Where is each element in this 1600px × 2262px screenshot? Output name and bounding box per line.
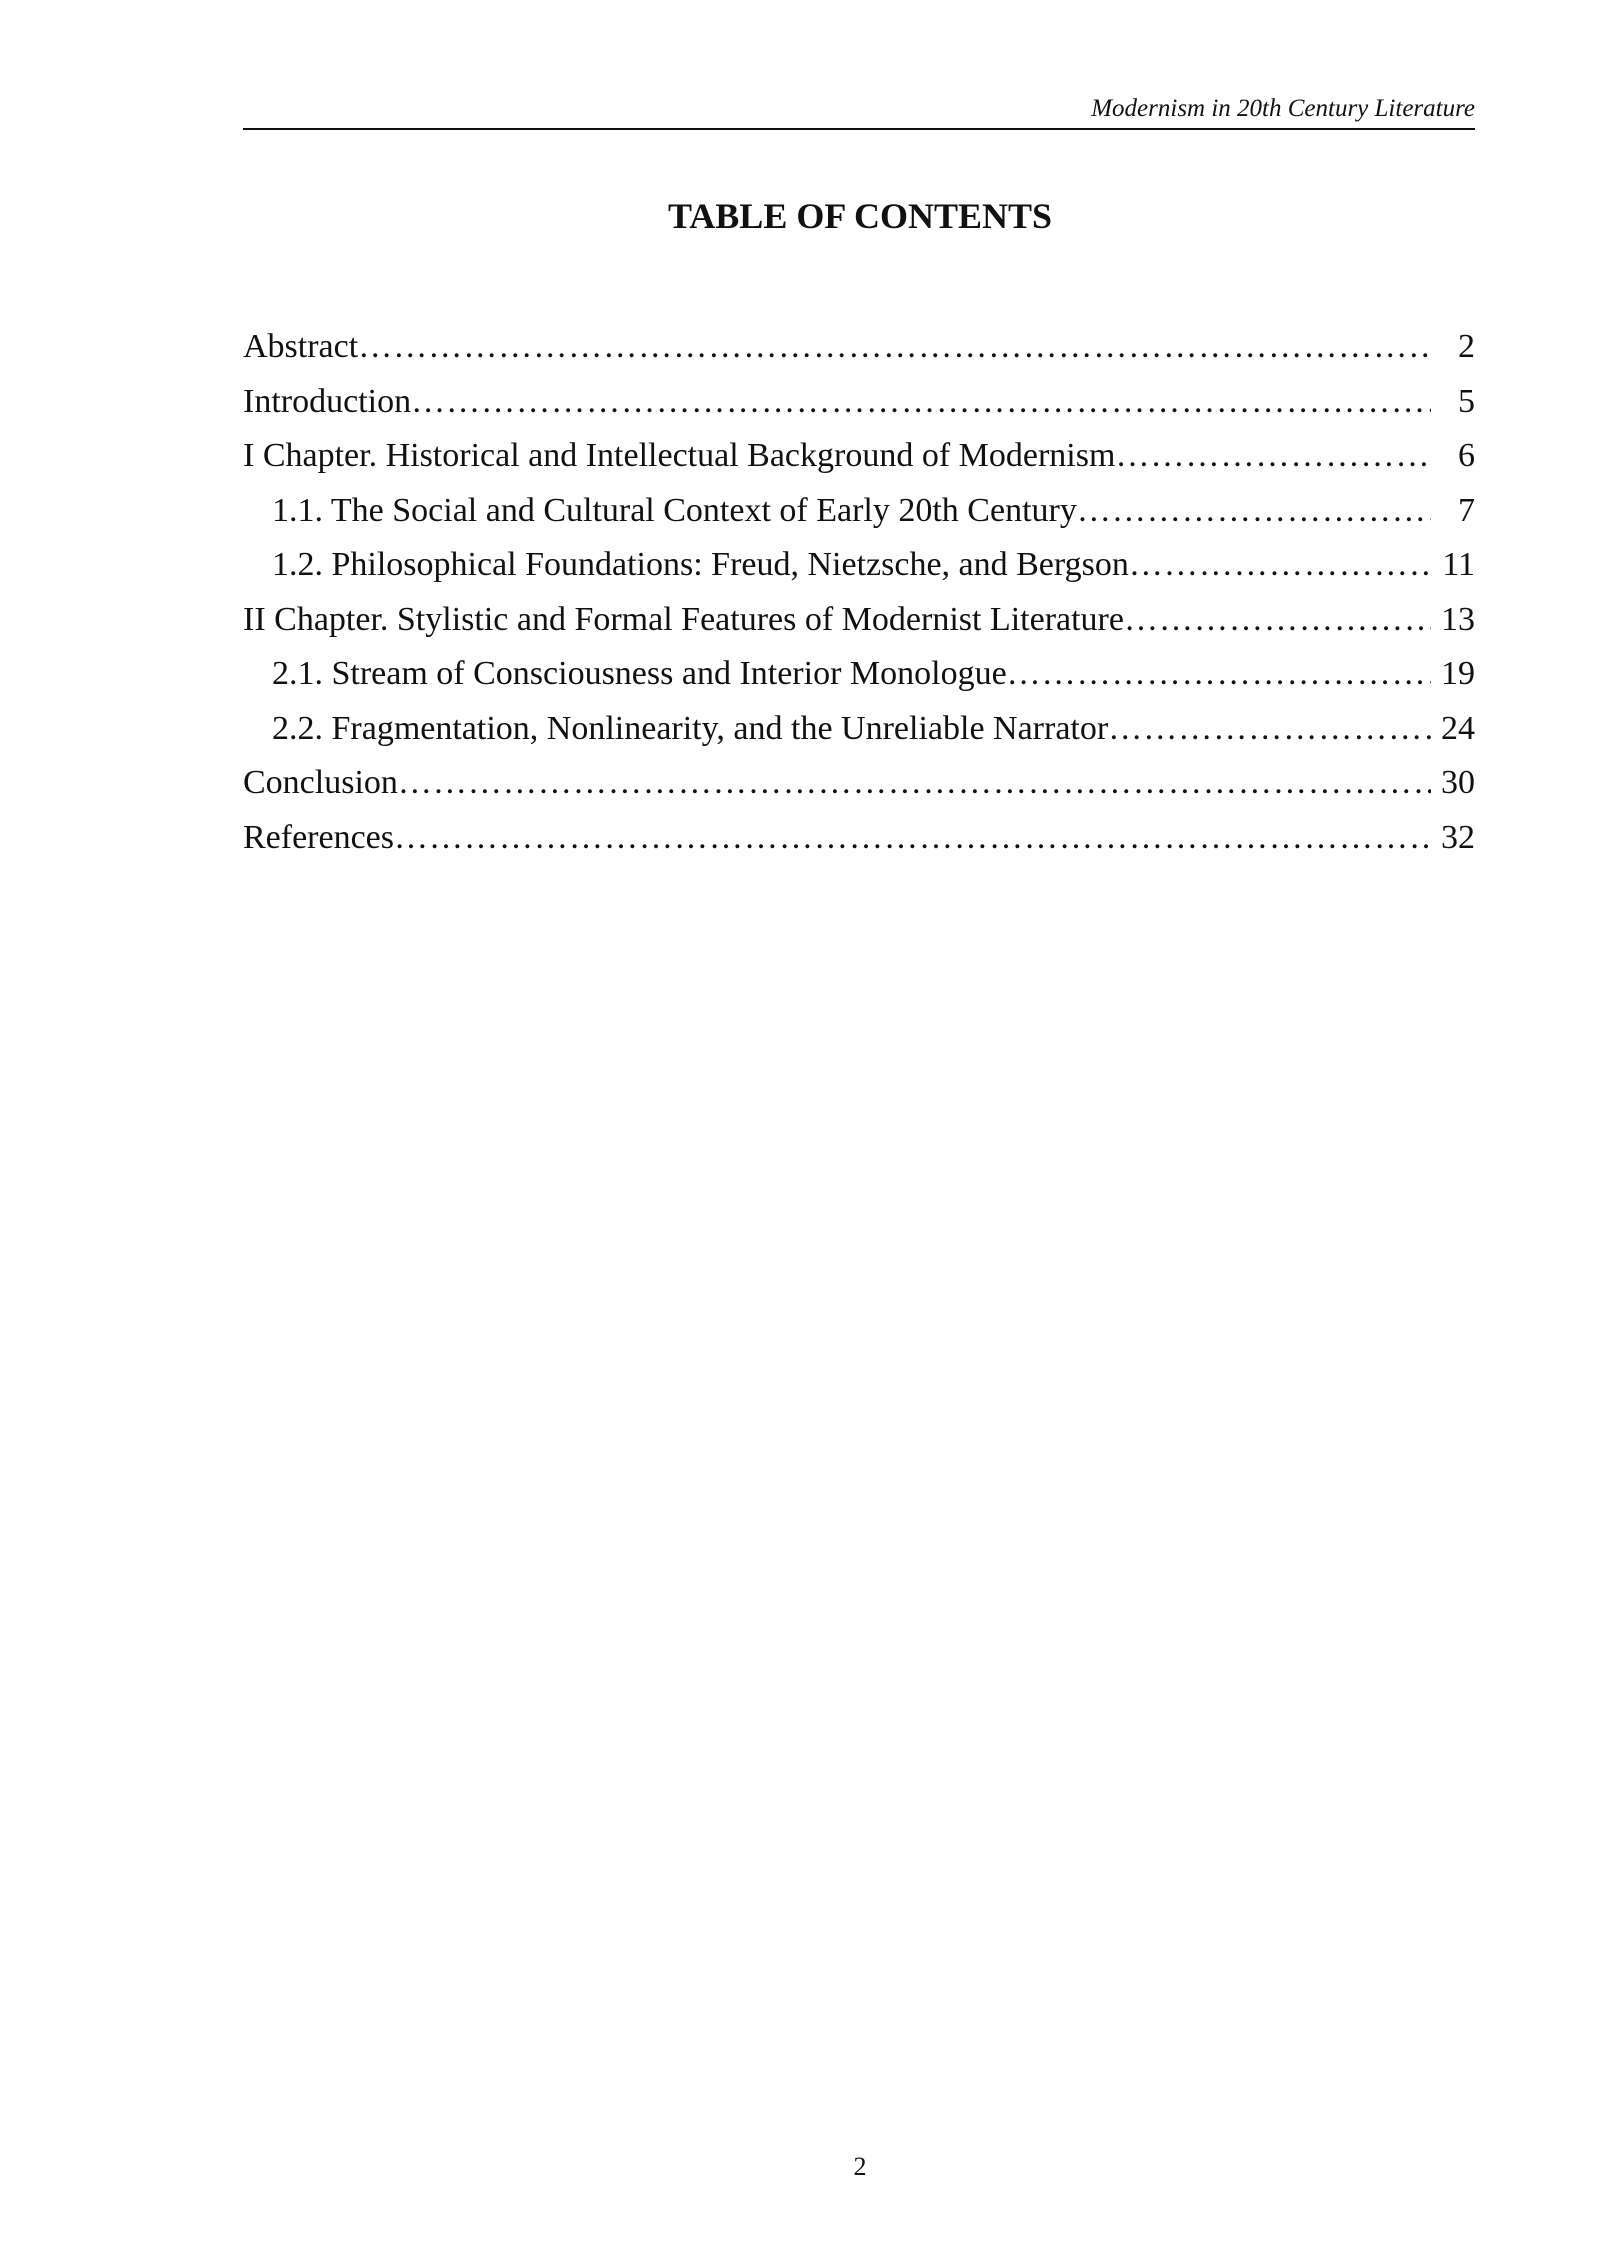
toc-entry-label: Introduction [243,382,412,420]
toc-entry-label: I Chapter. Historical and Intellectual Background of Modernism [243,437,1116,474]
toc-entry-introduction[interactable] [243,375,1475,430]
toc-dot-leader [394,811,1431,866]
toc-title: TABLE OF CONTENTS [667,196,1053,236]
header-rule [243,128,1475,130]
toc-entry-page: 24 [1441,709,1475,747]
toc-entry-label: Conclusion [243,764,398,801]
toc-entry-page: 19 [1441,655,1475,692]
toc-dot-leader [1129,538,1431,593]
toc-dot-leader [1077,484,1431,539]
running-header: Modernism in 20th Century Literature [1091,95,1475,122]
toc-entry-abstract[interactable] [243,320,1475,375]
toc-entry-page: 32 [1441,818,1475,856]
toc-entry-section-2-2[interactable] [243,702,1475,757]
toc-entry-section-1-2[interactable] [243,538,1475,593]
toc-entry-label: 1.2. Philosophical Foundations: Freud, Nietzsche, and Bergson [272,546,1129,583]
toc-dot-leader [1007,647,1431,702]
toc-entry-chapter-1[interactable] [243,429,1475,484]
table-of-contents [243,320,1475,865]
toc-entry-page: 11 [1442,546,1475,583]
toc-entry-conclusion[interactable] [243,756,1475,811]
toc-dot-leader [1115,429,1431,484]
toc-dot-leader [398,756,1431,811]
toc-dot-leader [1108,702,1431,757]
toc-entry-section-1-1[interactable] [243,484,1475,539]
toc-entry-page: 30 [1441,764,1475,801]
toc-entry-label: II Chapter. Stylistic and Formal Features of Modernist Literature [243,600,1124,638]
toc-dot-leader [411,375,1431,430]
toc-entry-chapter-2[interactable] [243,593,1475,648]
toc-entry-page: 13 [1441,600,1475,638]
toc-entry-label: 2.2. Fragmentation, Nonlinearity, and the Unreliable Narrator [272,709,1109,747]
toc-entry-page: 6 [1458,437,1475,474]
toc-dot-leader [358,320,1431,375]
toc-entry-label: References [243,818,395,856]
toc-entry-page: 7 [1458,491,1475,529]
page-number: 2 [853,2152,867,2181]
toc-entry-page: 5 [1458,382,1475,420]
toc-entry-label: Abstract [243,328,359,365]
toc-entry-label: 1.1. The Social and Cultural Context of Early 20th Century [272,491,1077,529]
toc-entry-references[interactable] [243,811,1475,866]
toc-entry-section-2-1[interactable] [243,647,1475,702]
toc-dot-leader [1124,593,1431,648]
toc-entry-page: 2 [1458,328,1475,365]
toc-entry-label: 2.1. Stream of Consciousness and Interior Monologue [272,655,1007,692]
